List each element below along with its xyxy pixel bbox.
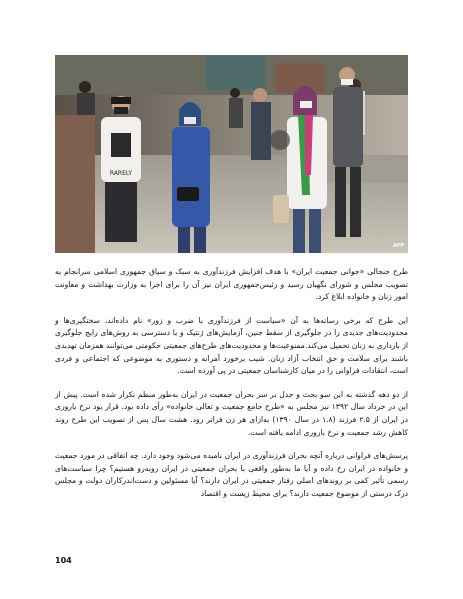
paragraph: این طرح که برخی رسانه‌ها به آن «سیاست از فرزندآوری با ضرب و زور» نام داده‌اند، سختگیری‌ها و محدودیت‌های جدیدی را در جلوگیری از سقط جنین، آزمایش‌های ژنتیک و یا دسترسی به روش‌های رایج جلوگیری از بارداری به زنان تحمیل می‌کند.ممنوعیت‌ها و محدودیت‌های طرح‌های جمعیتی حکومتی می‌توانند همزمان تهدیدی باشند برای سلامت و حق انتخاب آزاد زنان. شیب برخورد آمرانه و دستوری به موضوعی که اجتماعی و فردی است، انتقادات فراوانی را در میان کارشناسان جمعیتی در پی آورده است. bbox=[55, 315, 408, 376]
street-photo bbox=[55, 55, 408, 253]
shirt-print: RARELY bbox=[109, 170, 133, 177]
paragraph: از دو دهه گذشته به این سو بحث و جدل بر سر بحران جمعیت در ایران به‌طور منظم تکرار شده است. پیش از این در خرداد سال ۱۳۹۲ نیز مجلس به «طرح جامع جمعیت و تعالی خانواده» رأی داده بود. قرار بود نرخ باروری در ایران از ۲.۵ فرزند (۱.۸ در سال ۱۳۹۰) به‌ازای هر زن فراتر رود. هشت سال پس از تصویب این طرح روند کاهش رشد جمعیت و نرخ باروری ادامه یافته است. bbox=[55, 389, 408, 437]
paragraph: پرسش‌های فراوانی درباره آنچه بحران فرزندآوری در ایران نامیده می‌شود وجود دارد. چه اتفاقی در مورد جمعیت و خانواده در ایران رخ داده و آیا ما به‌طور واقعی با بحران جمعیتی در ایران روبه‌رو هستیم؟ چرا سیاست‌های رسمی تأثیر کمی بر روندهای اصلی رفتار جمعیتی در ایران دارند؟ آیا مسئولین و دست‌اندرکاران دولت و مجلس درک درستی از موضوع جمعیت دارند؟ برای محیط زیست و اقتصاد bbox=[55, 451, 408, 498]
street-photo-illustration bbox=[55, 55, 408, 253]
page-number: 104 bbox=[55, 556, 72, 565]
article-body bbox=[55, 266, 408, 512]
photo-credit: AFP bbox=[393, 243, 404, 249]
paragraph: طرح جنجالی «جوانی جمعیت ایران» با هدف افزایش فرزندآوری به سبک و سیاق جمهوری اسلامی سرانجام به تصویب مجلس و شورای نگهبان رسید و رئیس‌جمهوری ایران نیز آن را برای اجرا به وزارت بهداشت و معاونت امور زنان و خانواده ابلاغ کرد. bbox=[55, 267, 408, 302]
